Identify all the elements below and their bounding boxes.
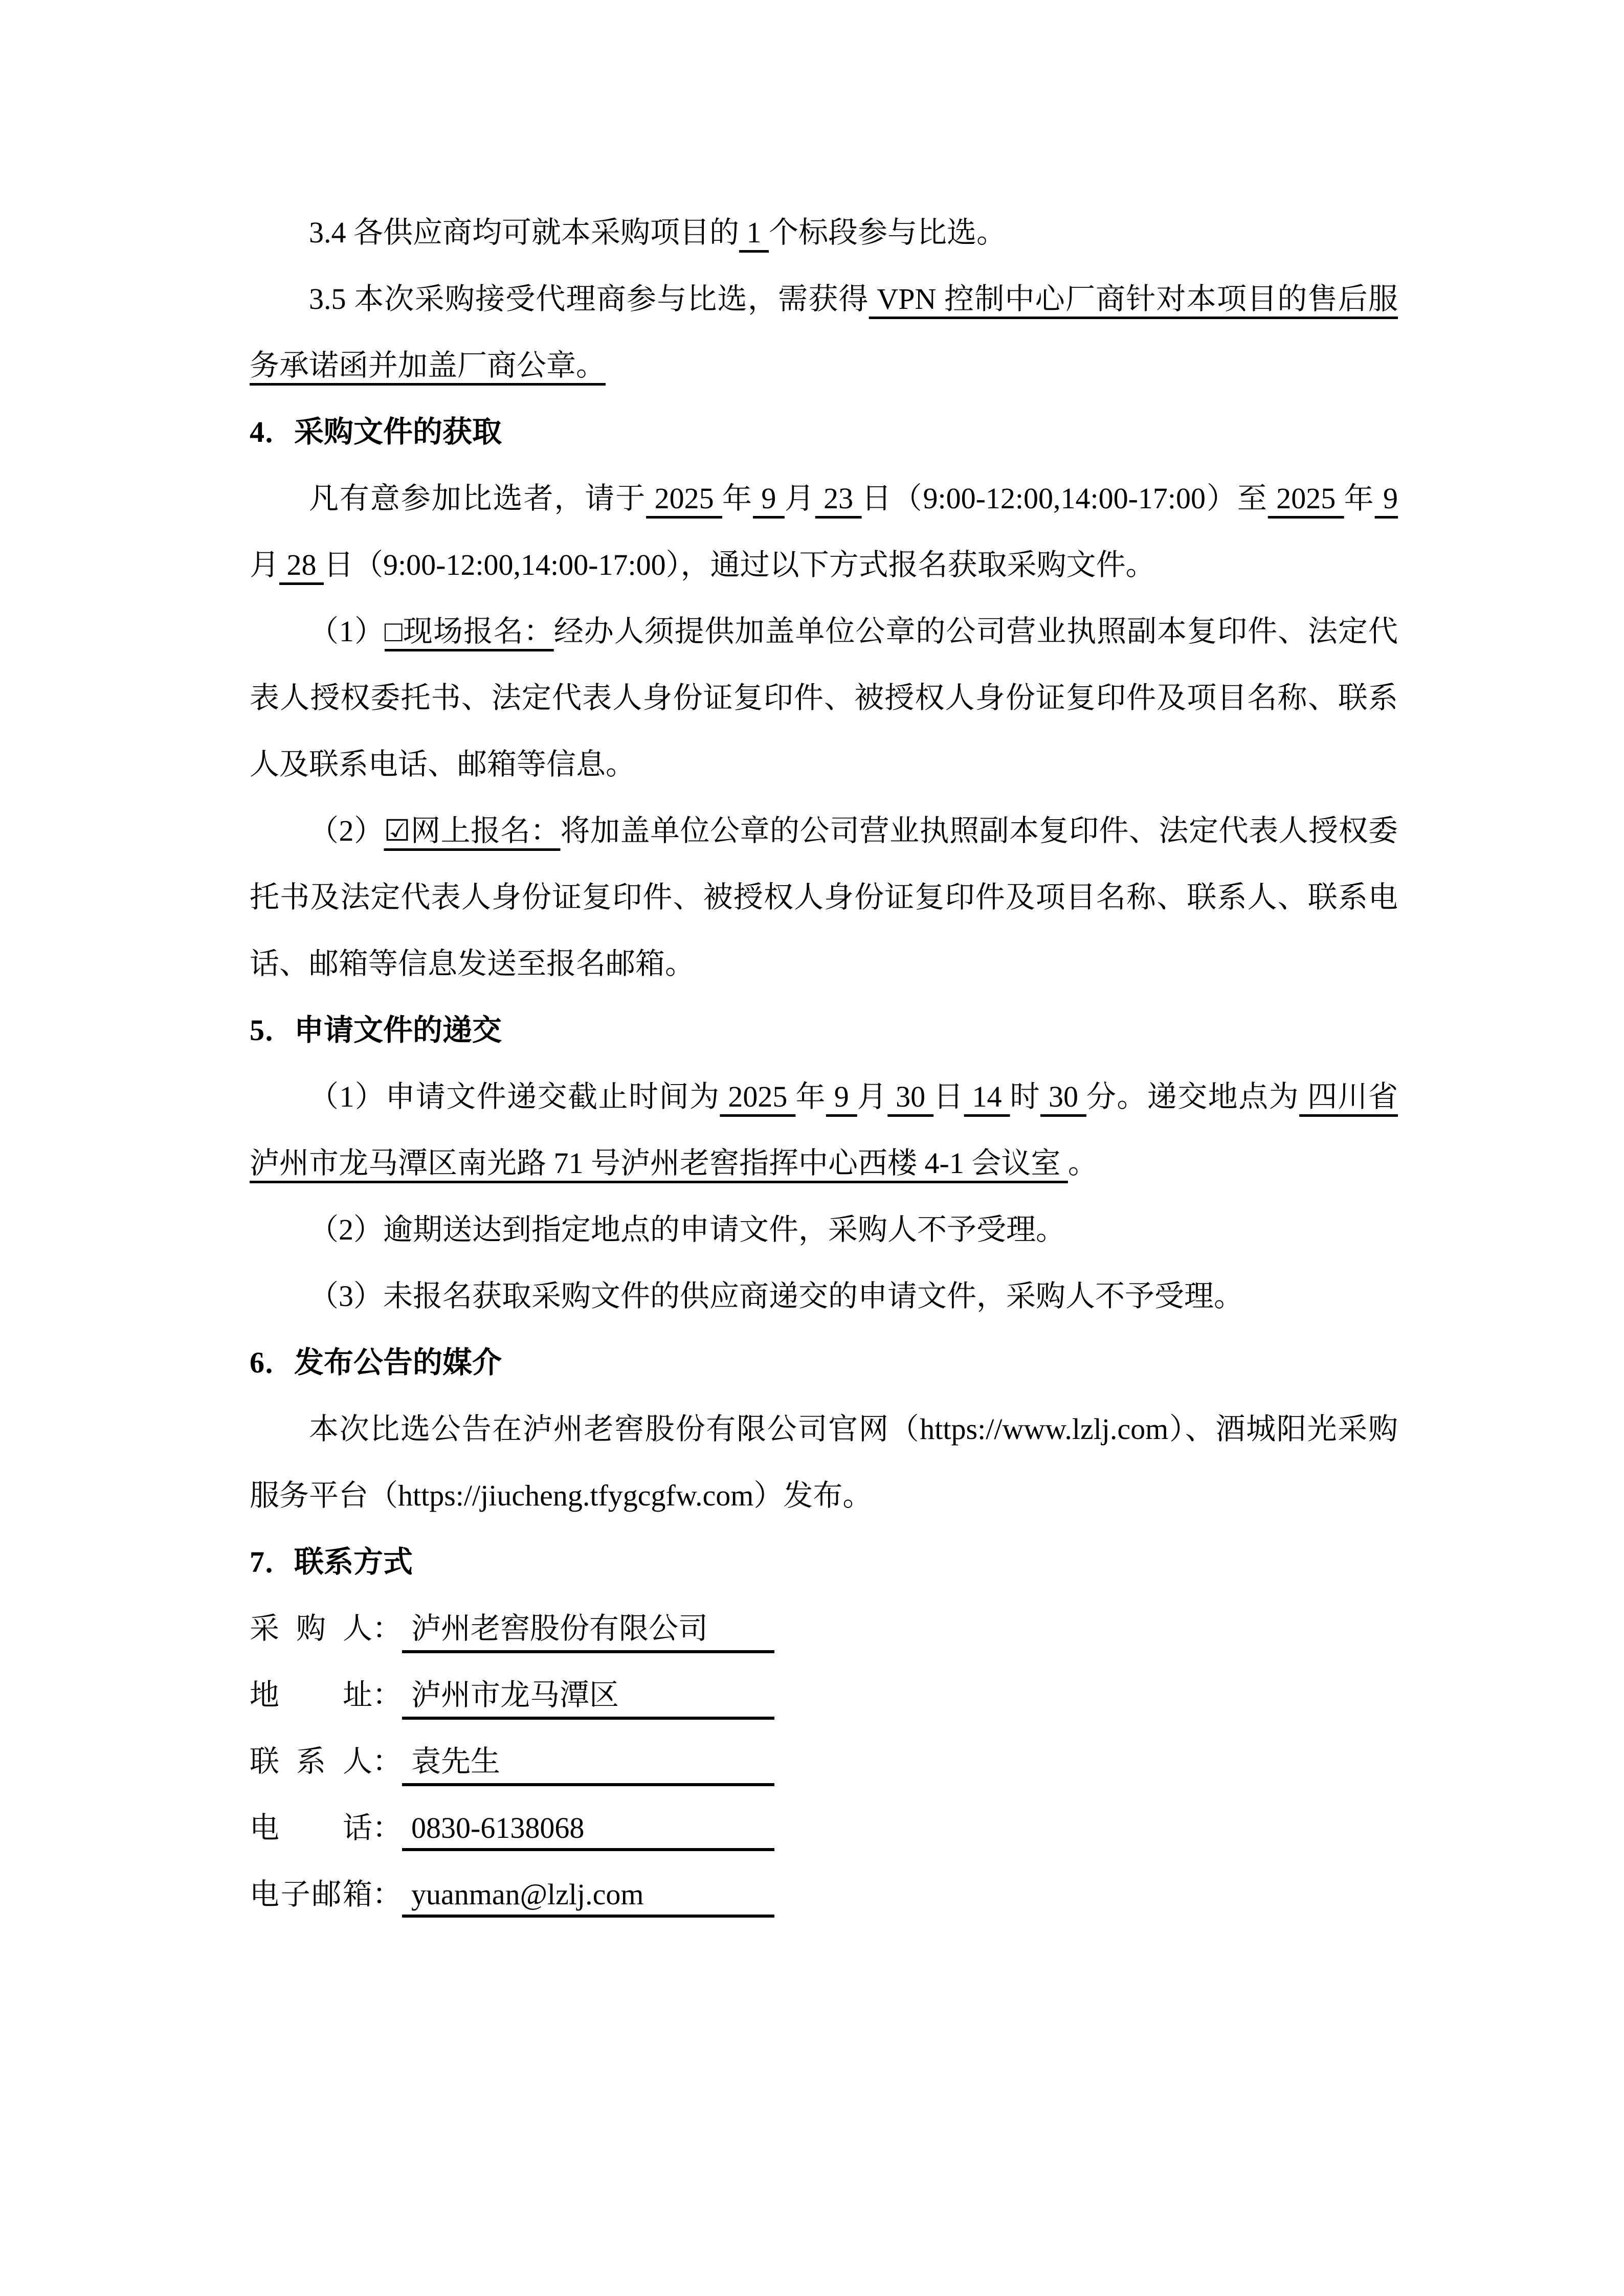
paragraph — [250, 1263, 1398, 1330]
text-segment: 凡有意参加比选者，请于 — [309, 482, 647, 515]
contact-row — [250, 1861, 1398, 1928]
section-heading — [250, 399, 1398, 465]
underlined-text: 2025 — [646, 482, 723, 515]
contact-value: 0830-6138068 — [402, 1811, 774, 1851]
text-segment: 年 — [795, 1080, 826, 1113]
text-segment: 分。递交地点为 — [1086, 1080, 1300, 1113]
underlined-text: 23 — [815, 482, 862, 515]
text-segment: 月 — [784, 482, 815, 515]
text-segment: 日（9:00-12:00,14:00-17:00），通过以下方式报名获取采购文件。 — [324, 548, 1155, 581]
section-heading — [250, 997, 1398, 1064]
text-segment: 3.4 各供应商均可就本采购项目的 — [309, 216, 740, 249]
underlined-text: 9 — [826, 1080, 857, 1113]
section-heading — [250, 1529, 1398, 1595]
text-segment: 将加盖单位公章的公司营业执照副本复印件、法定代表人授权委托书及法定代表人身份证复印件、被授权人身份证复印件及项目名称、联系人、联系电话、邮箱等信息发送至报名邮箱。 — [250, 814, 1398, 980]
paragraph — [250, 598, 1398, 798]
underlined-text: 1 — [739, 216, 769, 249]
text-segment: （1） — [309, 615, 385, 648]
document-content — [250, 199, 1398, 1928]
contact-row — [250, 1728, 1398, 1795]
text-segment: 月 — [250, 548, 280, 581]
underlined-text: 四川省泸州市龙马潭区南光路 71 号泸州老窖指挥中心西楼 4-1 会议室 — [250, 1080, 1398, 1180]
underlined-text: 9 — [1374, 482, 1398, 515]
underlined-text: 2025 — [720, 1080, 796, 1113]
text-segment: 6．发布公告的媒介 — [250, 1346, 502, 1379]
underlined-text: 14 — [964, 1080, 1010, 1113]
contact-value: 泸州老窖股份有限公司 — [402, 1604, 774, 1653]
underlined-text: 30 — [887, 1080, 934, 1113]
section-heading — [250, 1330, 1398, 1396]
paragraph — [250, 1396, 1398, 1529]
contact-value: yuanman@lzlj.com — [402, 1877, 774, 1918]
contact-row — [250, 1795, 1398, 1861]
contact-row — [250, 1662, 1398, 1728]
contact-colon: ： — [372, 1811, 403, 1844]
paragraph — [250, 1197, 1398, 1263]
text-segment: （3）未报名获取采购文件的供应商递交的申请文件，采购人不予受理。 — [309, 1279, 1244, 1313]
text-segment: 时 — [1010, 1080, 1040, 1113]
contact-section — [250, 1595, 1398, 1928]
paragraph — [250, 465, 1398, 598]
contact-label: 采购人 — [250, 1612, 372, 1645]
text-segment: 月 — [857, 1080, 888, 1113]
text-segment: 4．采购文件的获取 — [250, 415, 502, 448]
underlined-text: 2025 — [1267, 482, 1344, 515]
paragraph — [250, 1064, 1398, 1197]
text-segment: 7．联系方式 — [250, 1545, 413, 1579]
underlined-text: VPN 控制中心厂商针对本项目的售后服务承诺函并加盖厂商公章。 — [250, 282, 1398, 382]
text-segment: 日 — [933, 1080, 964, 1113]
text-segment: 3.5 本次采购接受代理商参与比选，需获得 — [309, 282, 869, 316]
text-segment: （2）逾期送达到指定地点的申请文件，采购人不予受理。 — [309, 1213, 1066, 1246]
paragraph — [250, 798, 1398, 997]
text-segment: 。 — [1067, 1146, 1098, 1180]
text-segment: 年 — [1344, 482, 1375, 515]
contact-colon: ： — [372, 1878, 403, 1911]
contact-label: 电子邮箱 — [250, 1878, 372, 1911]
contact-colon: ： — [372, 1612, 403, 1645]
contact-value: 泸州市龙马潭区 — [402, 1671, 774, 1720]
text-segment: （2） — [309, 814, 384, 847]
contact-colon: ： — [372, 1678, 403, 1712]
underlined-text: 30 — [1040, 1080, 1086, 1113]
text-segment: 本次比选公告在泸州老窖股份有限公司官网（https://www.lzlj.com）、酒城阳光采购服务平台（https://jiucheng.tfygcgfw.com）发布。 — [250, 1412, 1398, 1512]
underlined-text: 9 — [752, 482, 785, 515]
text-segment: 经办人须提供加盖单位公章的公司营业执照副本复印件、法定代表人授权委托书、法定代表人身份证复印件、被授权人身份证复印件及项目名称、联系人及联系电话、邮箱等信息。 — [250, 615, 1398, 781]
paragraph — [250, 199, 1398, 266]
underlined-text: □现场报名： — [384, 615, 554, 648]
contact-label: 电话 — [250, 1811, 372, 1844]
contact-row — [250, 1595, 1398, 1662]
underlined-text: 28 — [279, 548, 324, 581]
paragraph — [250, 266, 1398, 399]
document-paragraphs — [250, 199, 1398, 1595]
underlined-text: ☑网上报名： — [384, 814, 561, 847]
text-segment: 日（9:00-12:00,14:00-17:00）至 — [861, 482, 1268, 515]
contact-value: 袁先生 — [402, 1737, 774, 1786]
text-segment: 5．申请文件的递交 — [250, 1014, 502, 1047]
text-segment: （1）申请文件递交截止时间为 — [309, 1080, 720, 1113]
contact-label: 联系人 — [250, 1745, 372, 1778]
text-segment: 个标段参与比选。 — [769, 216, 1007, 249]
text-segment: 年 — [722, 482, 753, 515]
contact-label: 地址 — [250, 1678, 372, 1712]
contact-colon: ： — [372, 1745, 403, 1778]
